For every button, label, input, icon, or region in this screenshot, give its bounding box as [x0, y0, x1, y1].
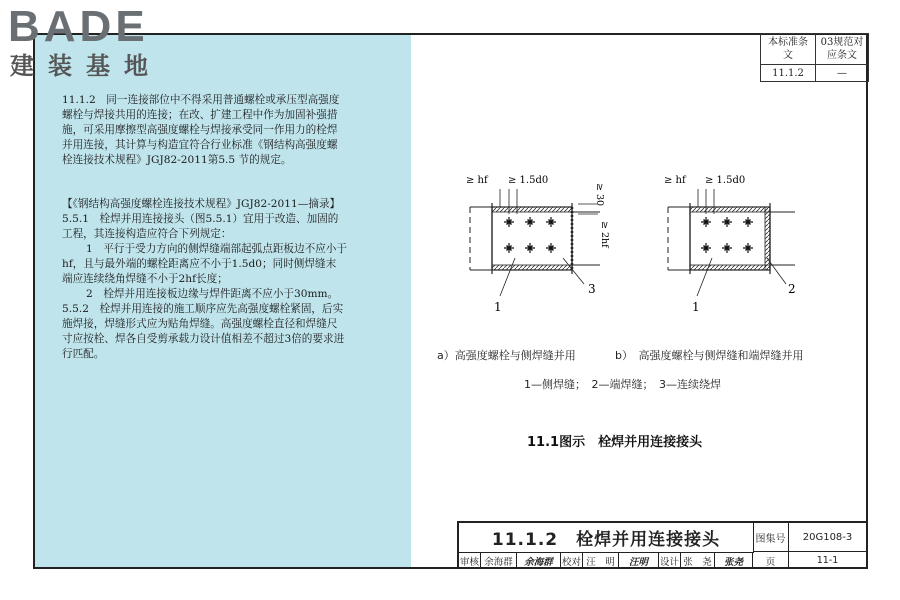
excerpt-line: 行匹配。 [62, 348, 105, 360]
excerpt-heading: 【《钢结构高强度螺栓连接技术规程》JGJ82-2011—摘录】 [62, 198, 341, 210]
dim-1-5d0-b: ≥ 1.5d0 [705, 175, 746, 186]
label-a-3: 3 [588, 282, 596, 296]
dim-hf: ≥ hf [466, 175, 488, 186]
excerpt-line: 2 栓焊并用连接板边缘与焊件距离不应小于30mm。 [86, 288, 339, 300]
clause-line: 栓连接技术规程》JGJ82-2011第5.5 节的规定。 [62, 154, 292, 166]
label-b-1: 1 [692, 300, 700, 314]
reviewer: 余海群 [481, 552, 517, 569]
ref-value-right: — [816, 65, 869, 82]
atlas-number: 20G108-3 [789, 523, 866, 552]
dim-30: ≥ 30 [594, 183, 605, 207]
ref-header-left: 本标准条文 [768, 37, 808, 61]
atlas-label: 图集号 [753, 523, 789, 552]
figure-b [664, 175, 796, 314]
dim-2hf: ≥ 2hf [599, 221, 610, 248]
designer: 张 尧 [681, 552, 715, 569]
excerpt-line: hf，且与最外端的螺栓距离应不小于1.5d0；同时侧焊缝末 [62, 258, 337, 270]
checker: 汪 明 [583, 552, 619, 569]
label-a-1: 1 [494, 300, 502, 314]
reviewer-signature: 余海群 [517, 552, 561, 569]
review-label: 审核 [459, 552, 481, 569]
figure-title: 11.1图示 栓焊并用连接接头 [527, 435, 703, 450]
excerpt-line: 1 平行于受力方向的侧焊缝端部起弧点距板边不应小于 [86, 243, 347, 255]
signature-row [459, 552, 866, 569]
excerpt-line: 5.5.1 栓焊并用连接接头（图5.5.1）宜用于改造、加固的 [62, 213, 339, 225]
title-block-title: 11.1.2 栓焊并用连接接头 [459, 523, 754, 553]
excerpt-line: 寸应按栓、焊各自受剪承载力设计值相差不超过3倍的要求进 [62, 333, 345, 345]
excerpt-line: 施焊接，焊缝形式应为贴角焊缝。高强度螺栓直径和焊缝尺 [62, 318, 338, 330]
label-b-2: 2 [788, 282, 796, 296]
excerpt-line: 5.5.2 栓焊并用连接的施工顺序应先高强度螺栓紧固，后实 [62, 303, 344, 315]
dim-1-5d0: ≥ 1.5d0 [508, 175, 549, 186]
caption-b: b） 高强度螺栓与侧焊缝和端焊缝并用 [615, 349, 804, 362]
logo-brand: BADE [8, 2, 149, 51]
caption-a: a）高强度螺栓与侧焊缝并用 [437, 349, 576, 362]
ref-header-right: 03规范对应条文 [820, 37, 864, 61]
page-number: 11-1 [816, 555, 839, 566]
clause-line: 11.1.2 同一连接部位中不得采用普通螺栓或承压型高强度 [62, 94, 340, 106]
logo-subtitle: 建装基地 [10, 52, 162, 80]
figure-a [466, 175, 610, 314]
dim-hf-b: ≥ hf [664, 175, 686, 186]
excerpt-line: 端应连续绕角焊缝不小于2hf长度； [62, 273, 228, 285]
check-label: 校对 [561, 552, 583, 569]
page-label: 页 [753, 552, 789, 569]
designer-signature: 张尧 [715, 552, 753, 569]
ref-value-left: 11.1.2 [761, 65, 816, 82]
checker-signature: 汪明 [619, 552, 659, 569]
figure-legend: 1—侧焊缝； 2—端焊缝； 3—连续绕焊 [524, 378, 721, 391]
clause-line: 螺栓与焊接共用的连接；在改、扩建工程中作为加固补强措 [62, 109, 338, 121]
clause-line: 并用连接，其计算与构造宜符合行业标准《钢结构高强度螺 [62, 139, 338, 151]
excerpt-line: 工程，其连接构造应符合下列规定： [62, 228, 232, 240]
title-block [457, 521, 868, 569]
clause-line: 施，可采用摩擦型高强度螺栓与焊接承受同一作用力的栓焊 [62, 124, 338, 136]
design-label: 设计 [659, 552, 681, 569]
